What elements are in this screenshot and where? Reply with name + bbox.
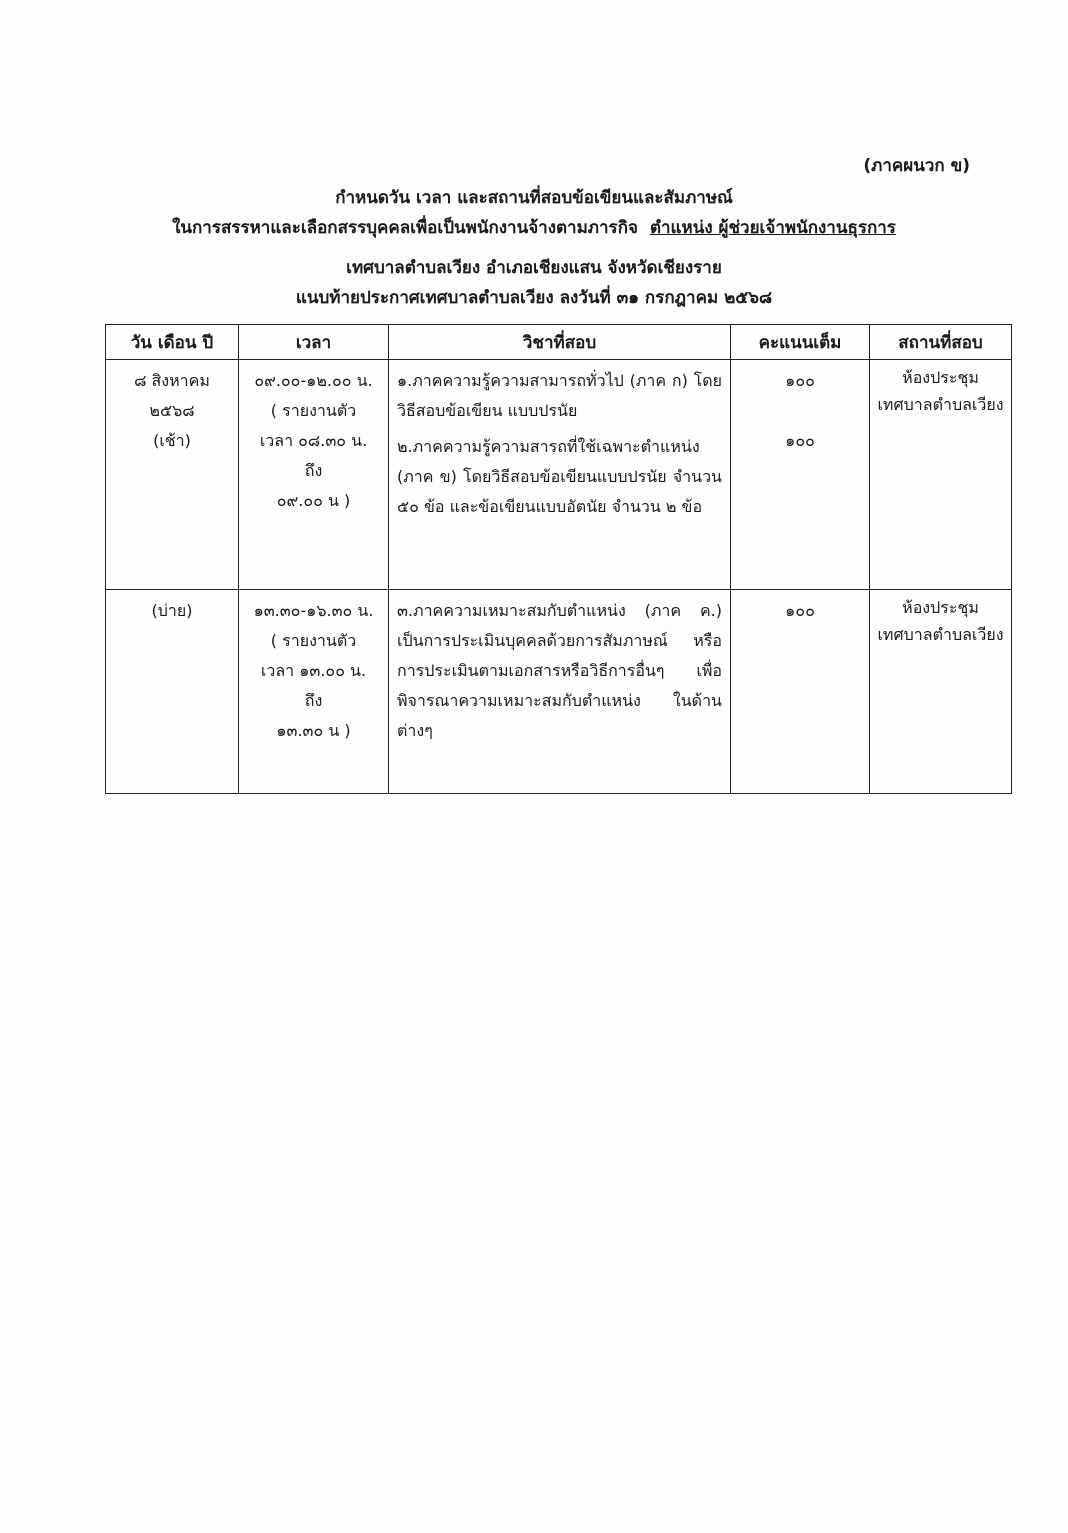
score-cell: [731, 590, 870, 794]
score-value: ๑๐๐: [785, 431, 815, 450]
subject-item: ๓.ภาคความเหมาะสมกับตำแหน่ง (ภาค ค.) เป็นการประเมินบุคคลด้วยการสัมภาษณ์ หรือการประเมินตามเอกสารหรือวิธีการอื่นๆ เพื่อพิจารณาความเหมาะสมกับตำแหน่ง ในด้านต่างๆ: [397, 601, 722, 740]
appendix-label: (ภาคผนวก ข): [863, 156, 970, 176]
header-time: เวลา: [239, 325, 389, 360]
header-location: สถานที่สอบ: [870, 325, 1012, 360]
time-cell: ๐๙.๐๐-๑๒.๐๐ น. ( รายงานตัว เวลา ๐๘.๓๐ น. ถึง ๐๙.๐๐ น ): [239, 360, 389, 590]
table-row: [106, 590, 1012, 794]
title-line-1: กำหนดวัน เวลา และสถานที่สอบข้อเขียนและสัมภาษณ์: [335, 188, 733, 208]
score-value: ๑๐๐: [785, 601, 815, 620]
title-line-2-prefix: ในการสรรหาและเลือกสรรบุคคลเพื่อเป็นพนักงานจ้างตามภารกิจ: [172, 218, 638, 238]
date-cell: ๘ สิงหาคม ๒๕๖๘ (เช้า): [106, 360, 239, 590]
date-cell: (บ่าย): [106, 590, 239, 794]
subject-item: ๒.ภาคความรู้ความสารถที่ใช้เฉพาะตำแหน่ง (ภาค ข) โดยวิธีสอบข้อเขียนแบบปรนัย จำนวน ๕๐ ข้อ และข้อเขียนแบบอัตนัย จำนวน ๒ ข้อ: [397, 437, 722, 516]
score-value: ๑๐๐: [785, 371, 815, 390]
title-line-4: แนบท้ายประกาศเทศบาลตำบลเวียง ลงวันที่ ๓๑ กรกฎาคม ๒๕๖๘: [295, 288, 773, 308]
table-row: [106, 360, 1012, 590]
header-full-score: คะแนนเต็ม: [731, 325, 870, 360]
subject-cell: [389, 590, 731, 794]
location-cell: ห้องประชุม เทศบาลตำบลเวียง: [870, 590, 1012, 794]
header-date: วัน เดือน ปี: [106, 325, 239, 360]
table-header-row: [106, 325, 1012, 360]
header-subject: วิชาที่สอบ: [389, 325, 731, 360]
time-cell: ๑๓.๓๐-๑๖.๓๐ น. ( รายงานตัว เวลา ๑๓.๐๐ น. ถึง ๑๓.๓๐ น ): [239, 590, 389, 794]
subject-cell: [389, 360, 731, 590]
title-line-2: [0, 216, 1068, 240]
score-cell: [731, 360, 870, 590]
exam-schedule-table: [105, 324, 1012, 794]
location-cell: ห้องประชุม เทศบาลตำบลเวียง: [870, 360, 1012, 590]
subject-item: ๑.ภาคความรู้ความสามารถทั่วไป (ภาค ก) โดยวิธีสอบข้อเขียน แบบปรนัย: [397, 371, 722, 420]
title-line-3: เทศบาลตำบลเวียง อำเภอเชียงแสน จังหวัดเชียงราย: [346, 258, 722, 278]
position-title: ตำแหน่ง ผู้ช่วยเจ้าพนักงานธุรการ: [649, 218, 896, 238]
